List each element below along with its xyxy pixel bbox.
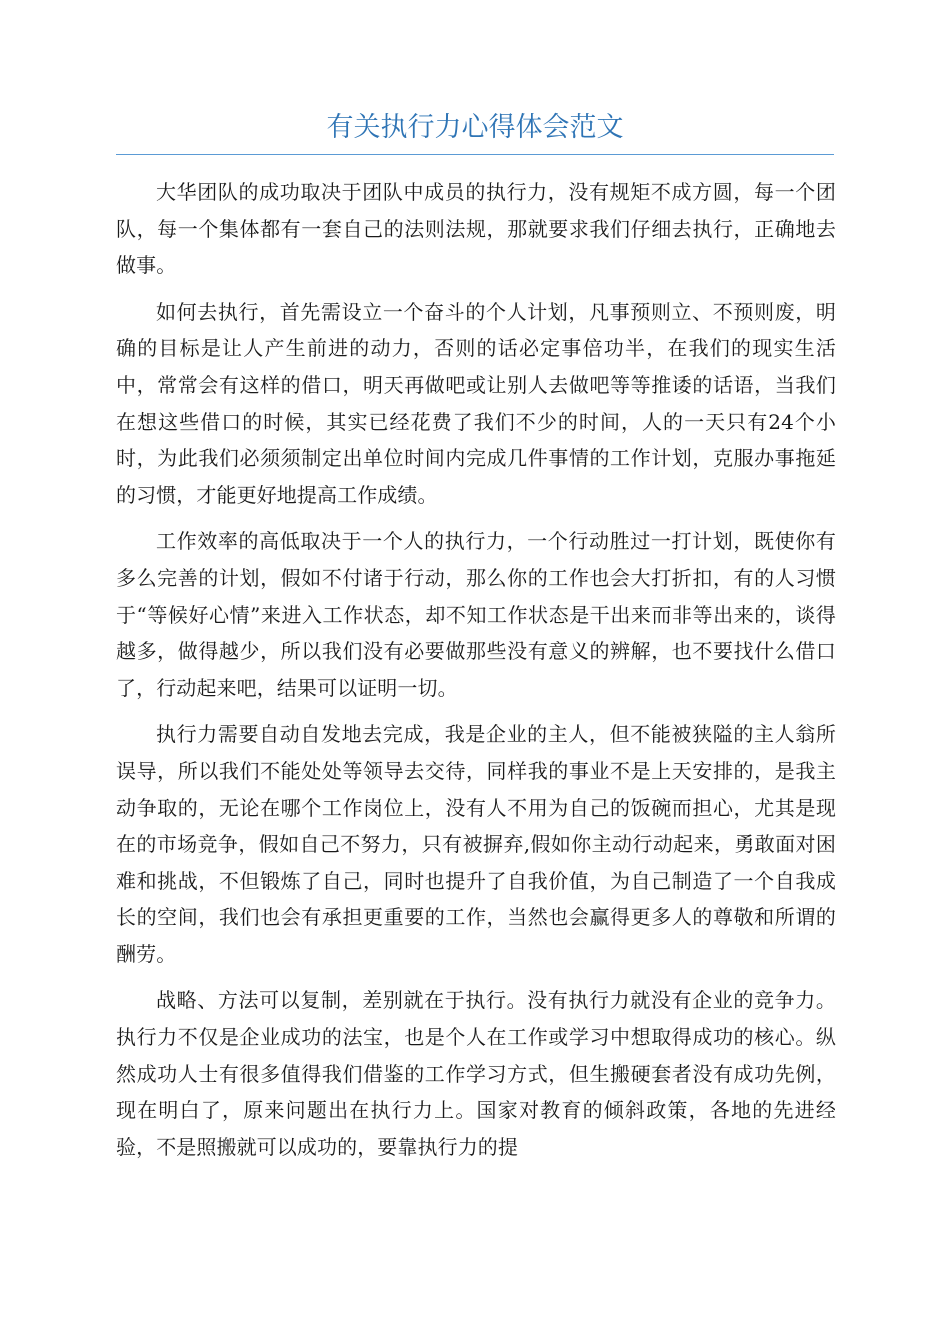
- document-body: [116, 174, 836, 1175]
- paragraph-3: 工作效率的高低取决于一个人的执行力，一个行动胜过一打计划，既使你有多么完善的计划，假如不付诸于行动，那么你的工作也会大打折扣，有的人习惯于“等候好心情”来进入工作状态，却不知工作状态是干出来而非等出来的，谈得越多，做得越少，所以我们没有必要做那些没有意义的辨解，也不要找什么借口了，行动起来吧，结果可以证明一切。: [116, 529, 836, 700]
- paragraph-5: 战略、方法可以复制，差别就在于执行。没有执行力就没有企业的竞争力。执行力不仅是企业成功的法宝，也是个人在工作或学习中想取得成功的核心。纵然成功人士有很多值得我们借鉴的工作学习方式，但生搬硬套者没有成功先例，现在明白了，原来问题出在执行力上。国家对教育的倾斜政策，各地的先进经验，不是照搬就可以成功的，要靠执行力的提: [116, 988, 836, 1159]
- paragraph-4: 执行力需要自动自发地去完成，我是企业的主人，但不能被狭隘的主人翁所误导，所以我们不能处处等领导去交待，同样我的事业不是上天安排的，是我主动争取的，无论在哪个工作岗位上，没有人不用为自己的饭碗而担心，尤其是现在的市场竞争，假如自己不努力，只有被摒弃,假如你主动行动起来，勇敢面对困难和挑战，不但锻炼了自己，同时也提升了自我价值，为自己制造了一个自我成长的空间，我们也会有承担更重要的工作，当然也会赢得更多人的尊敬和所谓的酬劳。: [116, 722, 836, 966]
- title-underline: [116, 154, 834, 155]
- paragraph-2: 如何去执行，首先需设立一个奋斗的个人计划，凡事预则立、不预则废，明确的目标是让人产生前进的动力，否则的话必定事倍功半，在我们的现实生活中，常常会有这样的借口，明天再做吧或让别人去做吧等等推诿的话语，当我们在想这些借口的时候，其实已经花费了我们不少的时间，人的一天只有24个小时，为此我们必须须制定出单位时间内完成几件事情的工作计划，克服办事拖延的习惯，才能更好地提高工作成绩。: [116, 299, 836, 507]
- paragraph-1: 大华团队的成功取决于团队中成员的执行力，没有规矩不成方圆，每一个团队，每一个集体都有一套自己的法则法规，那就要求我们仔细去执行，正确地去做事。: [116, 180, 836, 278]
- document-title: 有关执行力心得体会范文: [326, 112, 624, 143]
